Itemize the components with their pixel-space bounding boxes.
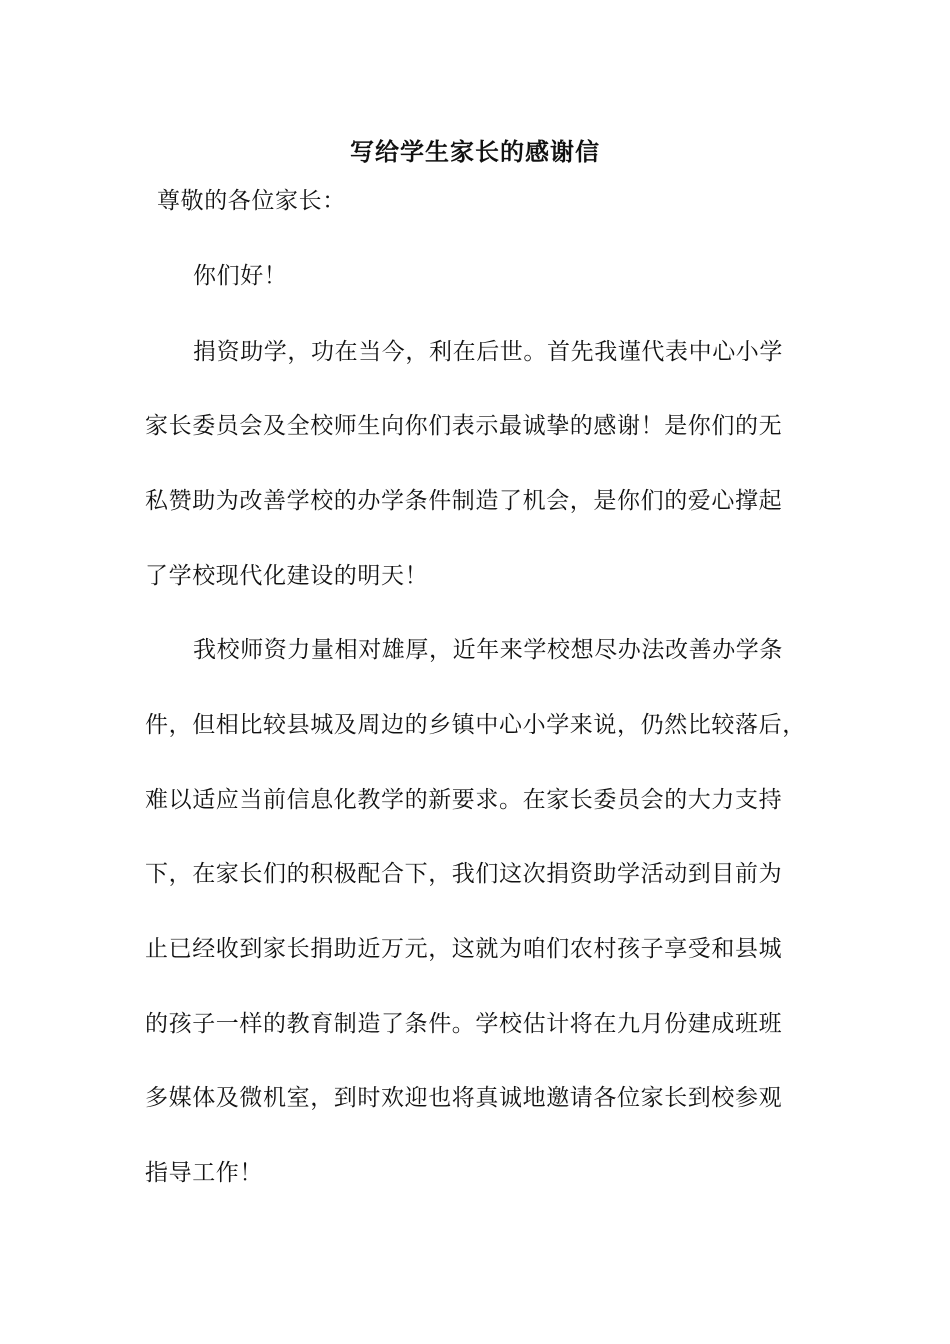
paragraph-2-line-1: 我校师资力量相对雄厚，近年来学校想尽办法改善办学条 bbox=[193, 637, 783, 663]
paragraph-2-line-5: 止已经收到家长捐助近万元，这就为咱们农村孩子享受和县城 bbox=[145, 936, 783, 962]
paragraph-2-line-8: 指导工作！ bbox=[145, 1160, 263, 1186]
paragraph-2-line-3: 难以适应当前信息化教学的新要求。在家长委员会的大力支持 bbox=[145, 787, 783, 813]
paragraph-1-line-1: 捐资助学，功在当今，利在后世。首先我谨代表中心小学 bbox=[193, 339, 783, 365]
paragraph-1-line-2: 家长委员会及全校师生向你们表示最诚挚的感谢！是你们的无 bbox=[145, 413, 783, 439]
paragraph-2-line-4: 下，在家长们的积极配合下，我们这次捐资助学活动到目前为 bbox=[145, 861, 783, 887]
paragraph-2-line-6: 的孩子一样的教育制造了条件。学校估计将在九月份建成班班 bbox=[145, 1011, 783, 1037]
greeting: 你们好！ bbox=[193, 263, 288, 289]
paragraph-2-line-2: 件，但相比较县城及周边的乡镇中心小学来说，仍然比较落后， bbox=[145, 712, 806, 738]
salutation: 尊敬的各位家长： bbox=[157, 188, 346, 214]
paragraph-1-line-3: 私赞助为改善学校的办学条件制造了机会，是你们的爱心撑起 bbox=[145, 488, 783, 514]
paragraph-1-line-4: 了学校现代化建设的明天！ bbox=[145, 563, 429, 589]
letter-title: 写给学生家长的感谢信 bbox=[350, 137, 600, 166]
paragraph-2-line-7: 多媒体及微机室，到时欢迎也将真诚地邀请各位家长到校参观 bbox=[145, 1085, 783, 1111]
